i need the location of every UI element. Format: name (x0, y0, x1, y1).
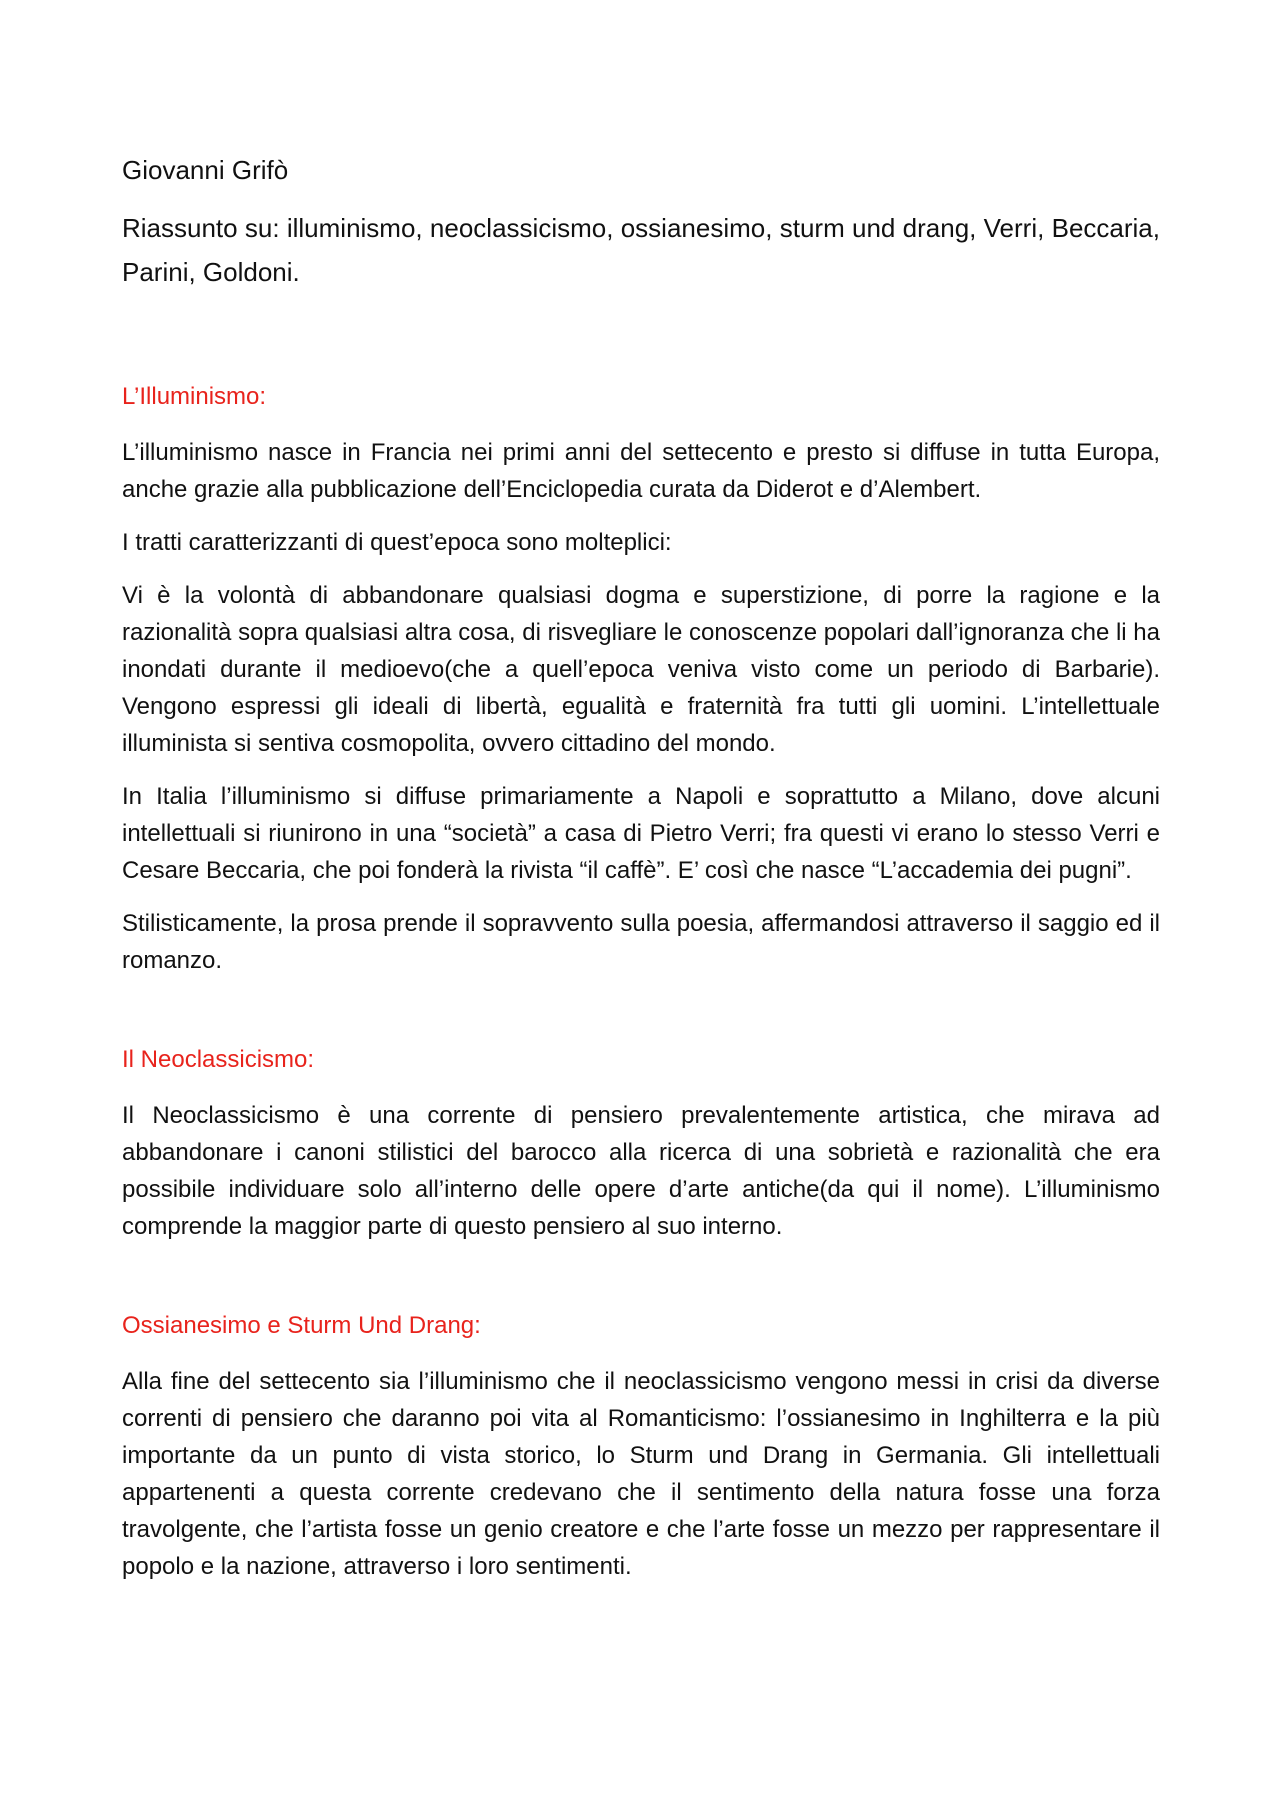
paragraph: I tratti caratterizzanti di quest’epoca sono molteplici: (122, 529, 672, 556)
section-heading: Ossianesimo e Sturm Und Drang: (122, 1312, 481, 1339)
paragraph: Stilisticamente, la prosa prende il sopravvento sulla poesia, affermandosi attraverso il saggio ed il romanzo. (122, 910, 1160, 974)
document-subject: Riassunto su: illuminismo, neoclassicismo, ossianesimo, sturm und drang, Verri, Beccaria, Parini, Goldoni. (122, 213, 1160, 287)
paragraph: Vi è la volontà di abbandonare qualsiasi dogma e superstizione, di porre la ragione e la razionalità sopra qualsiasi altra cosa, di risvegliare le conoscenze popolari dall’ignoranza che li ha inondati durante il medioevo(che a quell’epoca veniva visto come un periodo di Barbarie). Vengono espressi gli ideali di libertà, egualità e fraternità fra tutti gli uomini. L’intellettuale illuminista si sentiva cosmopolita, ovvero cittadino del mondo. (122, 582, 1160, 757)
paragraph: In Italia l’illuminismo si diffuse primariamente a Napoli e soprattutto a Milano, dove alcuni intellettuali si riunirono in una “società” a casa di Pietro Verri; fra questi vi erano lo stesso Verri e Cesare Beccaria, che poi fonderà la rivista “il caffè”. E’ così che nasce “L’accademia dei pugni”. (122, 783, 1160, 884)
section-heading: Il Neoclassicismo: (122, 1046, 315, 1073)
section-spacer (122, 995, 1160, 1043)
section-ossianesimo-sturm-und-drang (122, 1309, 1160, 1585)
author-name: Giovanni Grifò (122, 155, 289, 185)
section-illuminismo (122, 380, 1160, 979)
paragraph: Alla fine del settecento sia l’illuminismo che il neoclassicismo vengono messi in crisi da diverse correnti di pensiero che daranno poi vita al Romanticismo: l’ossianesimo in Inghilterra e la più importante da un punto di vista storico, lo Sturm und Drang in Germania. Gli intellettuali appartenenti a questa corrente credevano che il sentimento della natura fosse una forza travolgente, che l’artista fosse un genio creatore e che l’arte fosse un mezzo per rappresentare il popolo e la nazione, attraverso i loro sentimenti. (122, 1368, 1160, 1580)
section-spacer (122, 1261, 1160, 1309)
document-page (122, 152, 1160, 1601)
section-heading: L’Illuminismo: (122, 383, 267, 410)
section-neoclassicismo (122, 1043, 1160, 1245)
paragraph: Il Neoclassicismo è una corrente di pensiero prevalentemente artistica, che mirava ad abbandonare i canoni stilistici del barocco alla ricerca di una sobrietà e razionalità che era possibile individuare solo all’interno delle opere d’arte antiche(da qui il nome). L’illuminismo comprende la maggior parte di questo pensiero al suo interno. (122, 1102, 1160, 1240)
paragraph: L’illuminismo nasce in Francia nei primi anni del settecento e presto si diffuse in tutta Europa, anche grazie alla pubblicazione dell’Enciclopedia curata da Diderot e d’Alembert. (122, 439, 1160, 503)
